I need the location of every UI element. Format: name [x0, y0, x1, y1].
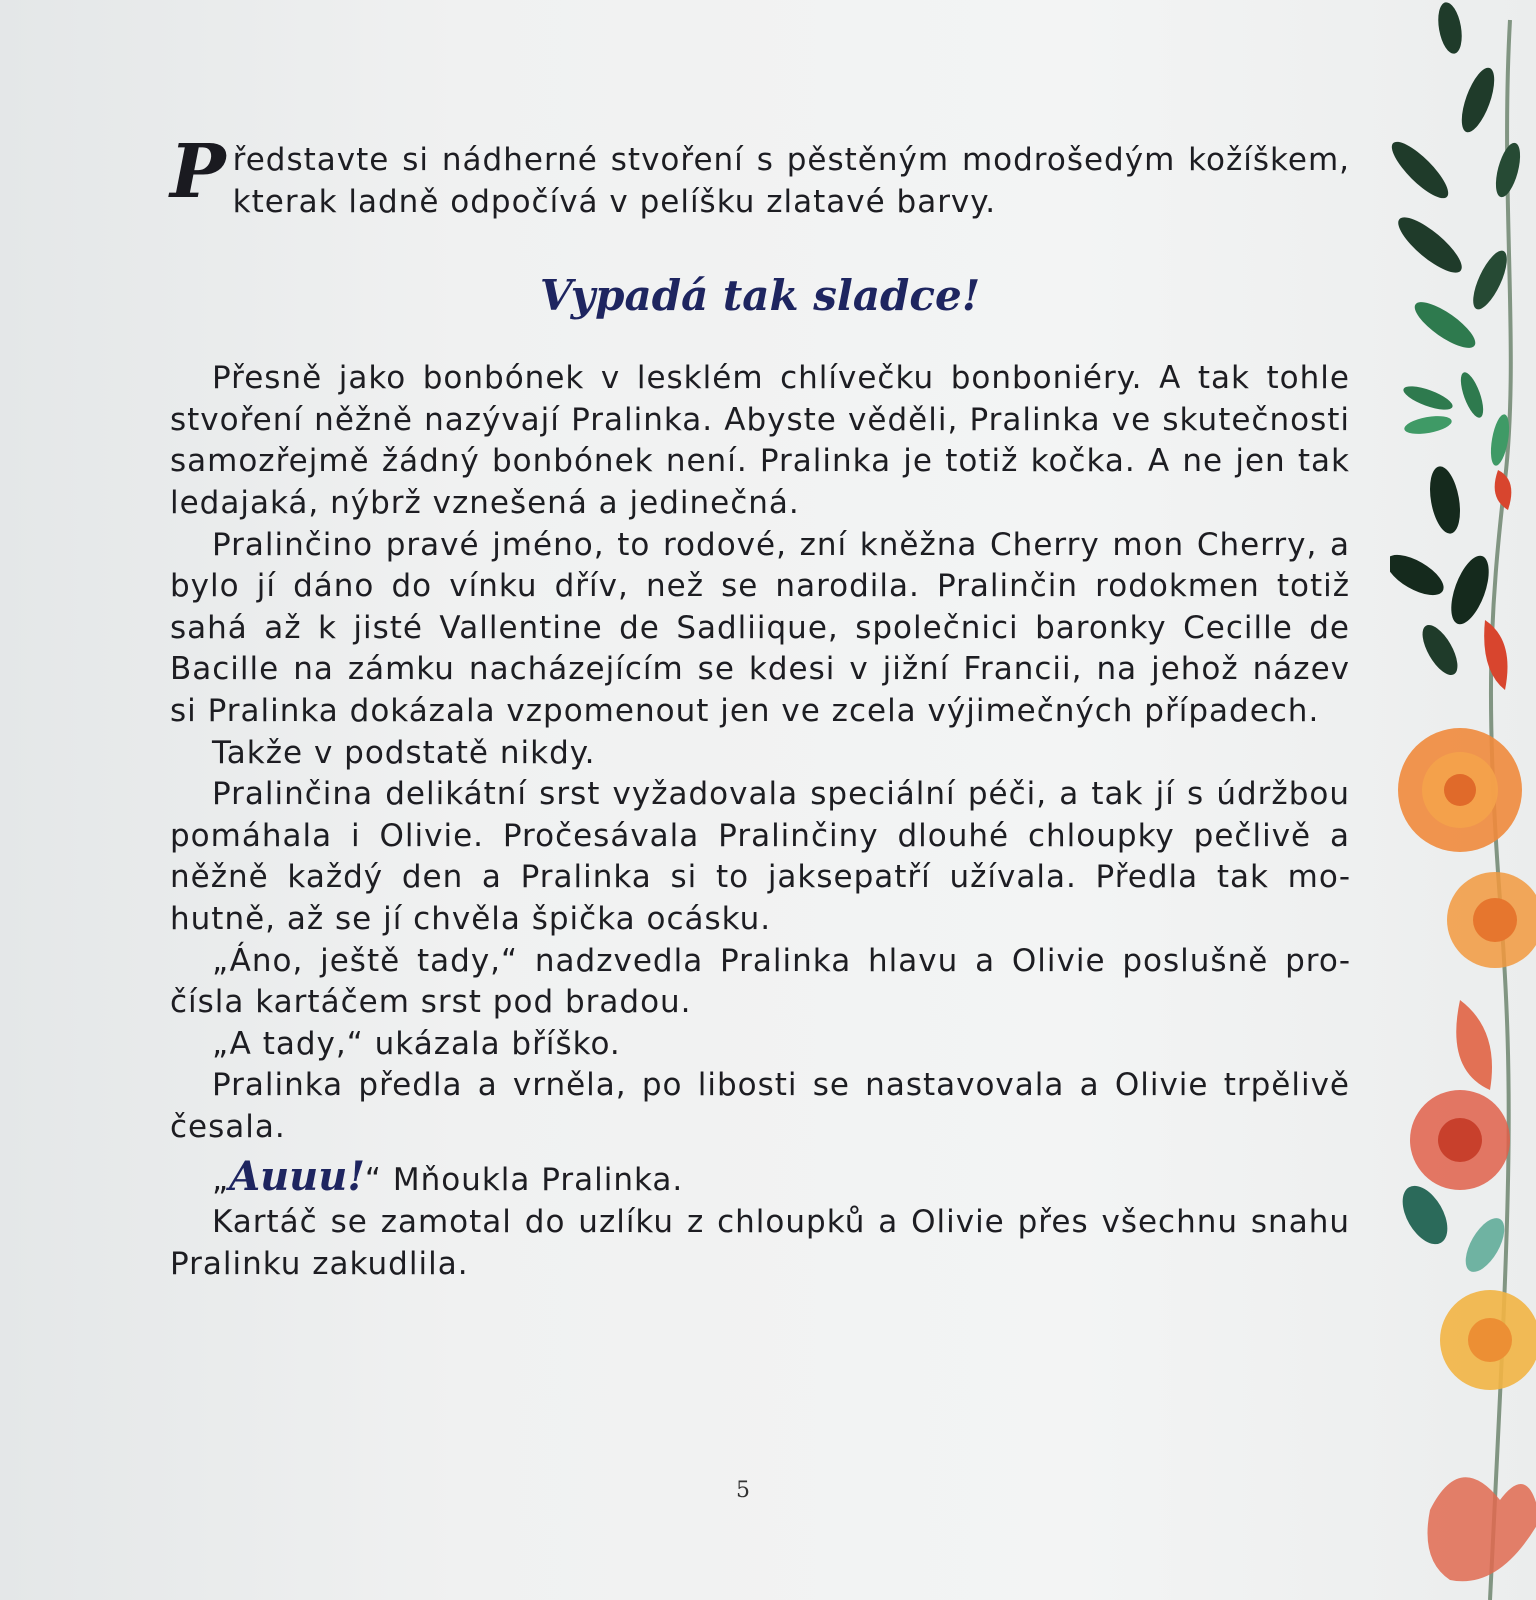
- paragraph: Přesně jako bonbónek v lesklém chlívečku bonboniéry. A tak tohle stvoření něžně nazývají Pralinka. Abyste věděli, Pralinka ve skutečnosti samozřejmě žádný bonbónek není. Pralinka je totiž kočka. A ne jen tak ledajaká, nýbrž vznešená a jedinečná.: [170, 360, 1350, 521]
- opening-text: ředstavte si nádherné stvoření s pěstěným modrošedým kožíškem, kterak ladně odpočívá v pelíšku zlatavé barvy.: [232, 142, 1350, 220]
- leaf: [1455, 64, 1501, 136]
- red-heart-petal: [1428, 1477, 1536, 1581]
- leaf: [1409, 295, 1482, 356]
- paragraph: „Áno, ještě tady,“ nadzvedla Pralinka hlavu a Olivie poslušně pročísla kartáčem srst pod bradou.: [170, 942, 1350, 1021]
- leaf: [1390, 547, 1450, 603]
- red-leaf: [1484, 620, 1507, 690]
- red-petal: [1456, 1000, 1492, 1090]
- story-text: [170, 129, 1350, 1285]
- paragraph: Takže v podstatě nikdy.: [212, 734, 596, 771]
- leaf: [1444, 551, 1497, 629]
- red-bud: [1495, 470, 1512, 510]
- auuu-exclamation: Auuu!: [229, 1153, 365, 1201]
- drop-cap: P: [170, 129, 227, 215]
- auuu-paragraph: [170, 1153, 1350, 1202]
- paragraph: „A tady,“ ukázala bříško.: [212, 1025, 621, 1062]
- paragraph: Pralinka předla a vrněla, po libosti se nastavovala a Olivie trpělivě česala.: [170, 1067, 1350, 1145]
- closing-paragraph: Kartáč se zamotal do uzlíku z chloupků a Olivie přes všechnu snahu Pralinku zakudlila.: [170, 1204, 1350, 1282]
- leaf: [1401, 382, 1455, 415]
- leaf: [1425, 464, 1464, 536]
- paragraph: Pralinčino pravé jméno, to rodové, zní kněžna Cherry mon Cherry, a bylo jí dáno do vínku dřív, než se narodila. Pralinčin rodokmen totiž sahá až k jisté Vallentine de Sadliique, společnici baronky Cecille de Bacille na zámku nacházejícím se kdesi v jižní Francii, na jehož název si Pralinka dokázala vzpomenout jen ve zcela výjimečných případech.: [170, 526, 1350, 729]
- auuu-rest: Mňoukla Pralinka.: [381, 1162, 684, 1199]
- leaf: [1467, 246, 1514, 313]
- leaf: [1403, 413, 1453, 437]
- page-number: 5: [736, 1478, 750, 1503]
- leaf: [1416, 620, 1465, 680]
- leaf: [1393, 1178, 1456, 1251]
- leaf: [1391, 209, 1469, 280]
- leaf: [1435, 0, 1466, 55]
- opening-paragraph: [170, 129, 1350, 223]
- leaf: [1491, 140, 1525, 199]
- leaf: [1390, 135, 1455, 206]
- floral-border-illustration: [1390, 0, 1536, 1600]
- section-heading: Vypadá tak sladce!: [539, 271, 981, 321]
- open-quote: „: [212, 1162, 230, 1199]
- close-quote: “: [364, 1162, 382, 1199]
- leaf: [1456, 370, 1487, 421]
- paragraph: Pralinčina delikátní srst vyžadovala speciální péči, a tak jí s údržbou pomáhala i Olivie. Pročesávala Pralinčiny dlouhé chloupky pečlivě a něžně každý den a Pralinka si to jaksepatří užívala. Předla tak mohutně, až se jí chvěla špička ocásku.: [170, 776, 1350, 937]
